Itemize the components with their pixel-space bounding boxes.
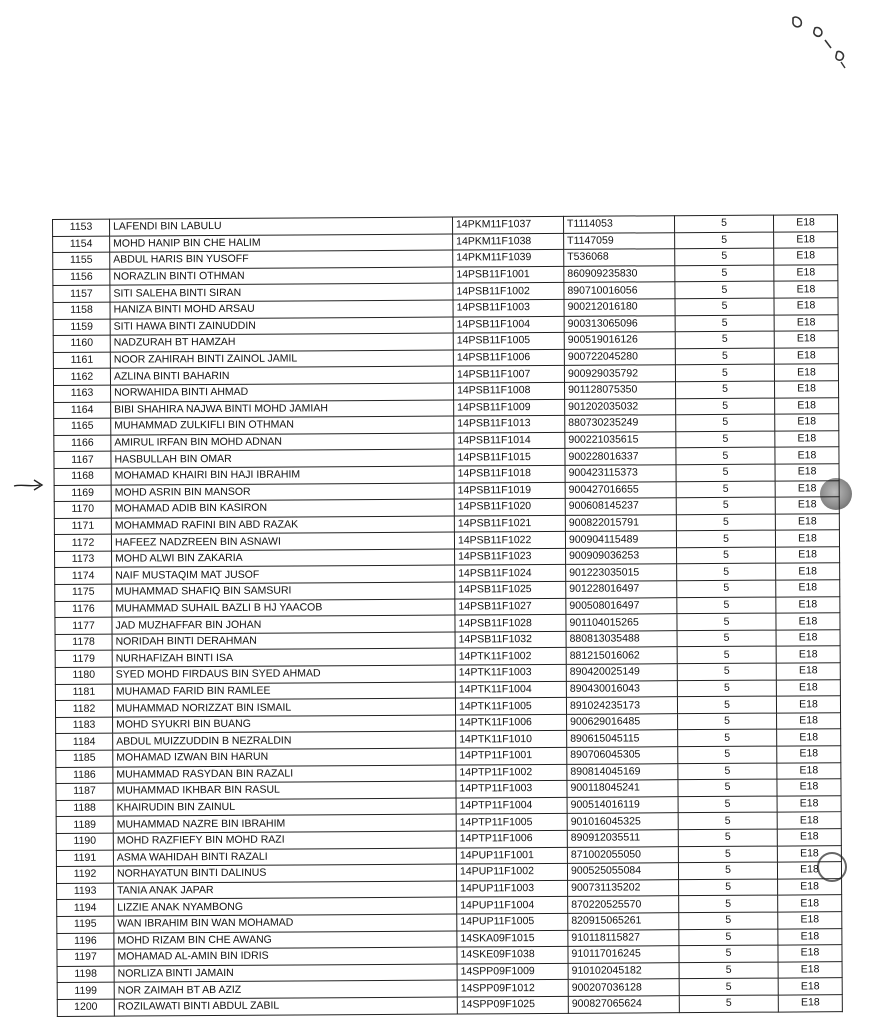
registration-code-cell: 14PSB11F1001 [453,266,564,283]
row-number-cell: 1164 [54,402,111,419]
ic-number-cell: T1147059 [564,232,675,249]
semester-cell: 5 [677,647,776,664]
student-name-cell: ABDUL MUIZZUDDIN B NEZRALDIN [113,731,456,750]
grade-code-cell: E18 [778,878,842,895]
ic-number-cell: 900118045241 [567,780,678,797]
ic-number-cell: 890710016056 [564,282,675,299]
registration-code-cell: 14SPP09F1025 [457,996,568,1013]
row-number-cell: 1154 [53,236,110,253]
student-name-cell: MUHAMMAD SHAFIQ BIN SAMSURI [112,582,455,601]
grade-code-cell: E18 [776,547,840,564]
row-number-cell: 1162 [53,368,110,385]
semester-cell: 5 [678,796,777,813]
row-number-cell: 1183 [56,717,113,734]
semester-cell: 5 [679,895,778,912]
row-number-cell: 1158 [53,302,110,319]
student-name-cell: NADZURAH BT HAMZAH [110,333,453,352]
semester-cell: 5 [676,431,775,448]
row-number-cell: 1172 [54,534,111,551]
registration-code-cell: 14PTP11F1001 [456,747,567,764]
grade-code-cell: E18 [776,580,840,597]
row-number-cell: 1194 [57,899,114,916]
student-name-cell: NOOR ZAHIRAH BINTI ZAINOL JAMIL [110,350,453,369]
registration-code-cell: 14PSB11F1024 [455,565,566,582]
ic-number-cell: 880730235249 [565,415,676,432]
student-name-cell: MUHAMMAD SUHAIL BAZLI B HJ YAACOB [112,599,455,618]
semester-cell: 5 [677,564,776,581]
row-number-cell: 1166 [54,435,111,452]
record-table-body [53,215,843,1016]
student-name-cell: WAN IBRAHIM BIN WAN MOHAMAD [114,914,457,933]
registration-code-cell: 14PUP11F1004 [457,897,568,914]
grade-code-cell: E18 [775,447,839,464]
ic-number-cell: 901223035015 [566,564,677,581]
row-number-cell: 1153 [53,219,110,236]
row-number-cell: 1156 [53,269,110,286]
row-number-cell: 1165 [54,418,111,435]
student-name-cell: NORLIZA BINTI JAMAIN [114,964,457,983]
ic-number-cell: 900629016485 [567,714,678,731]
row-number-cell: 1163 [54,385,111,402]
semester-cell: 5 [678,729,777,746]
student-name-cell: SITI HAWA BINTI ZAINUDDIN [110,317,453,336]
row-number-cell: 1189 [56,817,113,834]
grade-code-cell: E18 [775,480,839,497]
row-number-cell: 1193 [57,883,114,900]
grade-code-cell: E18 [778,928,842,945]
grade-code-cell: E18 [774,298,838,315]
student-name-cell: MOHAMAD ADIB BIN KASIRON [111,499,454,518]
student-name-cell: MOHD RIZAM BIN CHE AWANG [114,931,457,950]
registration-code-cell: 14PKM11F1039 [453,250,564,267]
registration-code-cell: 14PTP11F1006 [456,830,567,847]
student-name-cell: MUHAMMAD NAZRE BIN IBRAHIM [113,814,456,833]
student-name-cell: BIBI SHAHIRA NAJWA BINTI MOHD JAMIAH [111,400,454,419]
registration-code-cell: 14PTK11F1002 [455,648,566,665]
registration-code-cell: 14PSB11F1023 [455,548,566,565]
semester-cell: 5 [675,331,774,348]
grade-code-cell: E18 [775,414,839,431]
registration-code-cell: 14PTK11F1010 [456,731,567,748]
row-number-cell: 1196 [57,933,114,950]
row-number-cell: 1171 [54,518,111,535]
row-number-cell: 1173 [55,551,112,568]
semester-cell: 5 [679,962,778,979]
grade-code-cell: E18 [777,713,841,730]
semester-cell: 5 [678,763,777,780]
semester-cell: 5 [679,945,778,962]
student-name-cell: ASMA WAHIDAH BINTI RAZALI [113,848,456,867]
row-number-cell: 1169 [54,485,111,502]
semester-cell: 5 [679,995,778,1012]
row-number-cell: 1190 [56,833,113,850]
semester-cell: 5 [677,663,776,680]
registration-code-cell: 14PUP11F1001 [456,847,567,864]
semester-cell: 5 [678,746,777,763]
semester-cell: 5 [675,364,774,381]
grade-code-cell: E18 [777,779,841,796]
registration-code-cell: 14PSB11F1005 [453,333,564,350]
registration-code-cell: 14PSB11F1009 [454,399,565,416]
row-number-cell: 1185 [56,750,113,767]
ic-number-cell: 880813035488 [566,631,677,648]
registration-code-cell: 14PSB11F1008 [454,382,565,399]
semester-cell: 5 [675,348,774,365]
semester-cell: 5 [676,414,775,431]
student-name-cell: MOHAMAD IZWAN BIN HARUN [113,748,456,767]
registration-code-cell: 14PSB11F1021 [454,515,565,532]
row-number-cell: 1180 [55,667,112,684]
student-name-cell: NOR ZAIMAH BT AB AZIZ [114,980,457,999]
registration-code-cell: 14PUP11F1002 [456,864,567,881]
semester-cell: 5 [677,580,776,597]
student-name-cell: LIZZIE ANAK NYAMBONG [114,897,457,916]
student-name-cell: SITI SALEHA BINTI SIRAN [110,283,453,302]
grade-code-cell: E18 [774,347,838,364]
student-name-cell: NORIDAH BINTI DERAHMAN [112,632,455,651]
registration-code-cell: 14PTK11F1003 [455,664,566,681]
grade-code-cell: E18 [777,762,841,779]
grade-code-cell: E18 [777,812,841,829]
semester-cell: 5 [676,464,775,481]
semester-cell: 5 [676,447,775,464]
row-number-cell: 1155 [53,252,110,269]
semester-cell: 5 [679,879,778,896]
ic-number-cell: 900207036128 [568,979,679,996]
row-number-cell: 1175 [55,584,112,601]
grade-code-cell: E18 [776,596,840,613]
registration-code-cell: 14PSB11F1019 [454,482,565,499]
ic-number-cell: 900514016119 [567,796,678,813]
grade-code-cell: E18 [775,381,839,398]
grade-code-cell: E18 [776,613,840,630]
registration-code-cell: 14PSB11F1013 [454,415,565,432]
student-name-cell: HANIZA BINTI MOHD ARSAU [110,300,453,319]
grade-code-cell: E18 [775,464,839,481]
grade-code-cell: E18 [777,795,841,812]
row-number-cell: 1188 [56,800,113,817]
grade-code-cell: E18 [776,663,840,680]
grade-code-cell: E18 [773,215,837,232]
semester-cell: 5 [676,481,775,498]
grade-code-cell: E18 [777,829,841,846]
student-name-cell: MOHAMAD AL-AMIN BIN IDRIS [114,947,457,966]
ic-number-cell: 910118115827 [568,929,679,946]
registration-code-cell: 14PKM11F1038 [453,233,564,250]
registration-code-cell: 14PSB11F1032 [455,631,566,648]
student-name-cell: MOHD RAZFIEFY BIN MOHD RAZI [113,831,456,850]
semester-cell: 5 [676,497,775,514]
ic-number-cell: 870220525570 [568,896,679,913]
semester-cell: 5 [678,779,777,796]
row-number-cell: 1157 [53,286,110,303]
ic-number-cell: 900212016180 [564,299,675,316]
registration-code-cell: 14PTK11F1004 [455,681,566,698]
registration-code-cell: 14PSB11F1007 [453,366,564,383]
student-name-cell: NORHAYATUN BINTI DALINUS [113,864,456,883]
grade-code-cell: E18 [777,862,841,879]
grade-code-cell: E18 [777,845,841,862]
ic-number-cell: 901228016497 [566,581,677,598]
student-name-cell: MOHD SYUKRI BIN BUANG [113,715,456,734]
row-number-cell: 1200 [57,999,114,1016]
student-name-cell: TANIA ANAK JAPAR [114,881,457,900]
semester-cell: 5 [677,597,776,614]
ic-number-cell: 900525055084 [567,863,678,880]
row-number-cell: 1187 [56,783,113,800]
semester-cell: 5 [678,812,777,829]
student-name-cell: MUHAMMAD ZULKIFLI BIN OTHMAN [111,416,454,435]
grade-code-cell: E18 [775,530,839,547]
student-name-cell: HAFEEZ NADZREEN BIN ASNAWI [111,532,454,551]
semester-cell: 5 [677,680,776,697]
registration-code-cell: 14PTP11F1002 [456,764,567,781]
grade-code-cell: E18 [776,646,840,663]
student-name-cell: AMIRUL IRFAN BIN MOHD ADNAN [111,433,454,452]
ic-number-cell: 890615045115 [567,730,678,747]
student-name-cell: MUHAMMAD IKHBAR BIN RASUL [113,781,456,800]
grade-code-cell: E18 [774,314,838,331]
grade-code-cell: E18 [778,995,842,1012]
row-number-cell: 1176 [55,601,112,618]
registration-code-cell: 14PSB11F1003 [453,299,564,316]
ic-number-cell: 901016045325 [567,813,678,830]
ic-number-cell: 900228016337 [565,448,676,465]
student-name-cell: NURHAFIZAH BINTI ISA [112,648,455,667]
semester-cell: 5 [677,547,776,564]
semester-cell: 5 [677,696,776,713]
registration-code-cell: 14PKM11F1037 [452,216,563,233]
semester-cell: 5 [675,281,774,298]
registration-code-cell: 14PSB11F1027 [455,598,566,615]
student-name-cell: MOHAMAD KHAIRI BIN HAJI IBRAHIM [111,466,454,485]
grade-code-cell: E18 [775,397,839,414]
row-number-cell: 1179 [55,651,112,668]
ic-number-cell: 860909235830 [564,265,675,282]
row-number-cell: 1161 [53,352,110,369]
student-name-cell: ABDUL HARIS BIN YUSOFF [110,250,453,269]
ic-number-cell: 900608145237 [565,498,676,515]
registration-code-cell: 14PTK11F1006 [456,714,567,731]
grade-code-cell: E18 [777,729,841,746]
student-name-cell: MOHD ASRIN BIN MANSOR [111,483,454,502]
row-number-cell: 1195 [57,916,114,933]
row-number-cell: 1199 [57,982,114,999]
ic-number-cell: 890706045305 [567,747,678,764]
ic-number-cell: 820915065261 [568,913,679,930]
student-name-cell: MOHAMMAD RAFINI BIN ABD RAZAK [111,516,454,535]
ic-number-cell: 901104015265 [566,614,677,631]
ic-number-cell: 900822015791 [565,514,676,531]
student-name-cell: HASBULLAH BIN OMAR [111,449,454,468]
row-number-cell: 1182 [55,700,112,717]
semester-cell: 5 [674,215,773,232]
semester-cell: 5 [676,398,775,415]
grade-code-cell: E18 [776,696,840,713]
student-name-cell: NORAZLIN BINTI OTHMAN [110,267,453,286]
registration-code-cell: 14PTP11F1005 [456,814,567,831]
grade-code-cell: E18 [778,912,842,929]
ic-number-cell: 890814045169 [567,763,678,780]
record-table [52,214,843,1016]
grade-code-cell: E18 [778,945,842,962]
grade-code-cell: E18 [774,231,838,248]
semester-cell: 5 [675,232,774,249]
ic-number-cell: 901202035032 [565,398,676,415]
semester-cell: 5 [675,248,774,265]
row-number-cell: 1174 [55,568,112,585]
registration-code-cell: 14PSB11F1014 [454,432,565,449]
semester-cell: 5 [675,315,774,332]
grade-code-cell: E18 [778,961,842,978]
semester-cell: 5 [677,613,776,630]
semester-cell: 5 [679,929,778,946]
student-name-cell: NORWAHIDA BINTI AHMAD [111,383,454,402]
ic-number-cell: 900904115489 [565,531,676,548]
registration-code-cell: 14PSB11F1022 [454,532,565,549]
row-number-cell: 1168 [54,468,111,485]
student-name-cell: MOHD HANIP BIN CHE HALIM [110,234,453,253]
semester-cell: 5 [675,298,774,315]
registration-code-cell: 14PTP11F1003 [456,781,567,798]
registration-code-cell: 14SPP09F1012 [457,980,568,997]
student-name-cell: NAIF MUSTAQIM MAT JUSOF [112,566,455,585]
grade-code-cell: E18 [775,497,839,514]
semester-cell: 5 [678,862,777,879]
semester-cell: 5 [678,713,777,730]
row-number-cell: 1192 [56,866,113,883]
grade-code-cell: E18 [777,746,841,763]
row-number-cell: 1177 [55,617,112,634]
grade-code-cell: E18 [774,281,838,298]
row-number-cell: 1170 [54,501,111,518]
grade-code-cell: E18 [774,248,838,265]
row-number-cell: 1191 [56,850,113,867]
grade-code-cell: E18 [775,513,839,530]
registration-code-cell: 14PSB11F1015 [454,449,565,466]
ic-number-cell: 901128075350 [565,382,676,399]
ic-number-cell: 890912035511 [567,830,678,847]
ic-number-cell: T1114053 [563,216,674,233]
grade-code-cell: E18 [776,630,840,647]
row-number-cell: 1167 [54,451,111,468]
grade-code-cell: E18 [774,331,838,348]
semester-cell: 5 [676,381,775,398]
row-number-cell: 1178 [55,634,112,651]
ic-number-cell: 891024235173 [566,697,677,714]
row-number-cell: 1160 [53,335,110,352]
registration-code-cell: 14PTK11F1005 [455,698,566,715]
ic-number-cell: 900423115373 [565,465,676,482]
ic-number-cell: T536068 [564,249,675,266]
registration-code-cell: 14PSB11F1018 [454,465,565,482]
ic-number-cell: 900731135202 [568,879,679,896]
student-name-cell: JAD MUZHAFFAR BIN JOHAN [112,615,455,634]
registration-code-cell: 14PSB11F1002 [453,283,564,300]
grade-code-cell: E18 [776,679,840,696]
ic-number-cell: 881215016062 [566,647,677,664]
row-number-cell: 1159 [53,319,110,336]
grade-code-cell: E18 [774,264,838,281]
ic-number-cell: 900313065096 [564,315,675,332]
student-name-cell: AZLINA BINTI BAHARIN [110,366,453,385]
registration-code-cell: 14PSB11F1020 [454,498,565,515]
ic-number-cell: 900909036253 [566,548,677,565]
row-number-cell: 1198 [57,966,114,983]
ic-number-cell: 900221035615 [565,431,676,448]
record-table-container [52,214,843,1015]
student-name-cell: MUHAMAD FARID BIN RAMLEE [112,682,455,701]
semester-cell: 5 [675,265,774,282]
ic-number-cell: 900519016126 [564,332,675,349]
registration-code-cell: 14PUP11F1005 [457,913,568,930]
ic-number-cell: 910117016245 [568,946,679,963]
registration-code-cell: 14SKE09F1038 [457,946,568,963]
semester-cell: 5 [679,912,778,929]
row-number-cell: 1184 [56,734,113,751]
registration-code-cell: 14SPP09F1009 [457,963,568,980]
student-name-cell: SYED MOHD FIRDAUS BIN SYED AHMAD [112,665,455,684]
arrow-right-icon [12,478,52,492]
ic-number-cell: 900427016655 [565,481,676,498]
grade-code-cell: E18 [776,563,840,580]
ic-number-cell: 910102045182 [568,962,679,979]
grade-code-cell: E18 [778,978,842,995]
ic-number-cell: 890420025149 [566,664,677,681]
semester-cell: 5 [677,630,776,647]
grade-code-cell: E18 [774,364,838,381]
registration-code-cell: 14PSB11F1004 [453,316,564,333]
semester-cell: 5 [679,978,778,995]
semester-cell: 5 [676,530,775,547]
grade-code-cell: E18 [778,895,842,912]
student-name-cell: LAFENDI BIN LABULU [110,217,453,236]
registration-code-cell: 14PUP11F1003 [457,880,568,897]
semester-cell: 5 [676,514,775,531]
registration-code-cell: 14PSB11F1006 [453,349,564,366]
student-name-cell: MUHAMMAD NORIZZAT BIN ISMAIL [112,698,455,717]
registration-code-cell: 14PTP11F1004 [456,797,567,814]
ic-number-cell: 900827065624 [568,996,679,1013]
ic-number-cell: 900722045280 [564,348,675,365]
student-name-cell: MOHD ALWI BIN ZAKARIA [112,549,455,568]
student-name-cell: KHAIRUDIN BIN ZAINUL [113,798,456,817]
registration-code-cell: 14SKA09F1015 [457,930,568,947]
student-name-cell: ROZILAWATI BINTI ABDUL ZABIL [114,997,457,1016]
registration-code-cell: 14PSB11F1025 [455,581,566,598]
row-number-cell: 1186 [56,767,113,784]
pen-scribble-icon [785,10,865,80]
ic-number-cell: 900508016497 [566,597,677,614]
student-name-cell: MUHAMMAD RASYDAN BIN RAZALI [113,765,456,784]
row-number-cell: 1197 [57,949,114,966]
row-number-cell: 1181 [55,684,112,701]
semester-cell: 5 [678,829,777,846]
ic-number-cell: 871002055050 [567,846,678,863]
ic-number-cell: 900929035792 [564,365,675,382]
ic-number-cell: 890430016043 [566,680,677,697]
grade-code-cell: E18 [775,430,839,447]
semester-cell: 5 [678,846,777,863]
registration-code-cell: 14PSB11F1028 [455,615,566,632]
